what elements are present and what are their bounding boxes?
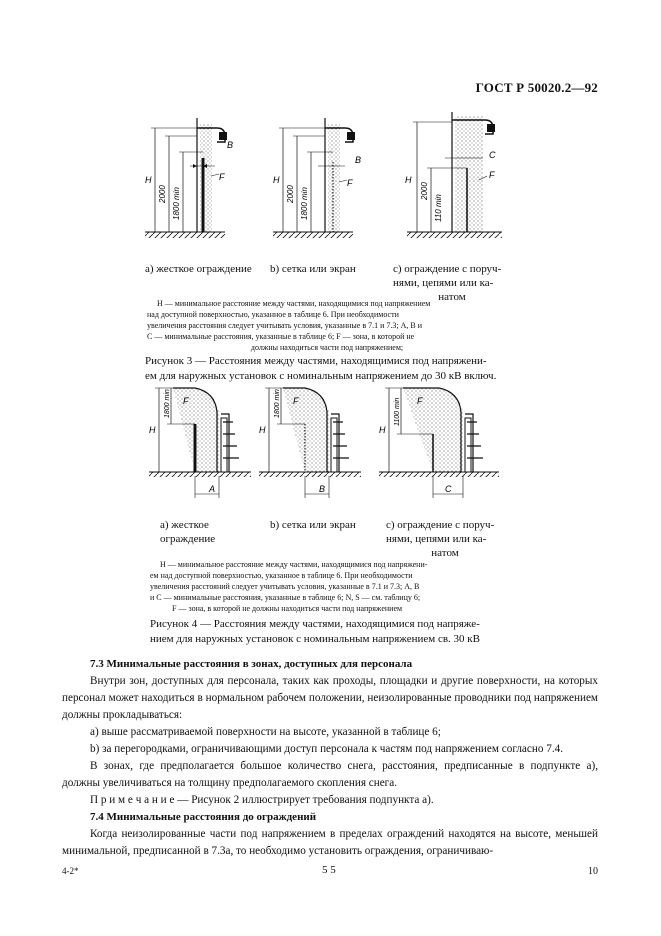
fig3c-F-label: F — [489, 170, 495, 180]
fig4c-C-label: C — [445, 484, 452, 494]
fig3-caption-a: а) жесткое ограждение — [145, 263, 252, 275]
fig4-caption-b: b) сетка или экран — [270, 519, 356, 531]
fig4-drawing-b — [259, 388, 361, 498]
page-number-center: 5 5 — [322, 864, 336, 876]
fig3-caption-c: с) ограждение с поруч- нями, цепями или ка- натом — [393, 263, 502, 303]
fig3-drawing-b — [273, 118, 361, 238]
fig3a-F-label: F — [219, 172, 225, 182]
fig3c-H-label: H — [405, 175, 412, 185]
fig4c-F-label: F — [417, 396, 423, 406]
fig4-title: Рисунок 4 — Расстояния между частями, находящимися под напряже- нием для наружных установок с номинальным напряжением св. 30 кВ — [150, 618, 480, 645]
fig3-caption-b: b) сетка или экран — [270, 263, 356, 275]
fig3-note: H — минимальное расстояние между частями, находящимися под напряжением над доступной поверхностью, указанное в таблице 6. При необходимости увеличения расстояния следует учитывать условия, указанные в 7.1 и 7.3; A, B и C — минимальные расстояния, указанные в таблице 6; F — зона, в которой не должны находиться части под напряжением; — [147, 299, 431, 352]
section-7-4-heading: 7.4 Минимальные расстояния до ограждений — [90, 811, 317, 823]
section-7-3-paragraph: Внутри зон, доступных для персонала, таких как проходы, площадки и другие поверхности, на которых персонал может находиться в нормальном рабочем положении, неизолированные проводники под напряжением должны прокладываться: — [62, 675, 598, 721]
fig4b-F-label: F — [293, 396, 299, 406]
fig4-caption-c: с) ограждение с поруч- нями, цепями или ка- натом — [386, 519, 495, 559]
fig3-title: Рисунок 3 — Расстояния между частями, находящимися под напряжени- ем для наружных установок с номинальным напряжением до 30 кВ включ. — [145, 355, 497, 382]
fig4-caption-a: а) жесткое ограждение — [160, 519, 216, 545]
fig4-note: H — минимальное расстояние между частями, находящимися под напряжени- ем над доступной поверхностью, указанное в таблице 6. При необходимости увеличения расстояний следует учитывать условия, указанные в 7.1 и 7.3; A, B и C — минимальные расстояния, указанные в таблице 6; N, S — см. таблицу 6; F — зона, в которой не должны находиться части под напряжением — [150, 560, 428, 613]
fig3c-110-label: 110 min — [434, 194, 443, 222]
fig4c-H-label: H — [379, 425, 386, 435]
fig4a-F-label: F — [183, 396, 189, 406]
fig4a-H-label: H — [149, 425, 156, 435]
figure3-drawings — [135, 108, 525, 248]
fig3a-B-label: B — [227, 140, 234, 150]
fig4a-A-label: A — [209, 484, 216, 494]
section-7-3-heading: 7.3 Минимальные расстояния в зонах, доступных для персонала — [90, 658, 413, 670]
standard-header: ГОСТ Р 50020.2—92 — [475, 80, 598, 95]
fig3-drawing-c — [405, 112, 502, 238]
fig3a-H-label: H — [145, 175, 152, 185]
section-7-3-item-b: b) за перегородками, ограничивающими доступ персонала к частям под напряжением согласно 7.4. — [90, 743, 564, 755]
fig3b-H-label: H — [273, 175, 280, 185]
section-7-3 — [62, 656, 598, 860]
fig3a-1800-label: 1800 min — [172, 187, 181, 220]
fig3b-F-label: F — [347, 178, 353, 188]
section-7-3-item-a: а) выше рассматриваемой поверхности на высоте, указанной в таблице 6; — [90, 726, 441, 738]
footer-left: 4-2* — [62, 866, 79, 876]
section-7-4-paragraph: Когда неизолированные части под напряжением в пределах ограждений находятся на высоте, меньшей минимальной, предписанной в 7.3а, то необходимо установить ограждения, ограничиваю- — [62, 828, 598, 857]
fig4-drawing-a — [149, 388, 251, 498]
fig3a-2000-label: 2000 — [158, 185, 167, 203]
page-number-right: 10 — [588, 866, 598, 877]
fig4a-1800-label: 1800 min — [164, 389, 171, 418]
fig3b-1800-label: 1800 min — [300, 187, 309, 220]
fig3b-2000-label: 2000 — [286, 185, 295, 203]
fig3c-C-label: C — [489, 150, 496, 160]
fig4-drawing-c — [379, 388, 499, 498]
fig4b-B-label: B — [319, 484, 326, 494]
section-7-3-snow-paragraph: В зонах, где предполагается большое количество снега, расстояния, предписанные в подпункте а), должны увеличиваться на толщину предполагаемого скопления снега. — [62, 760, 598, 789]
section-7-3-note: П р и м е ч а н и е — Рисунок 2 иллюстрирует требования подпункта а). — [90, 794, 434, 806]
fig4c-1100-label: 1100 min — [394, 397, 401, 426]
fig3c-2000-label: 2000 — [420, 182, 429, 200]
fig4b-1800-label: 1800 min — [274, 389, 281, 418]
fig4b-H-label: H — [259, 425, 266, 435]
fig3-drawing-a — [145, 118, 233, 238]
fig3b-B-label: B — [355, 155, 362, 165]
figure4-drawings — [145, 378, 515, 508]
